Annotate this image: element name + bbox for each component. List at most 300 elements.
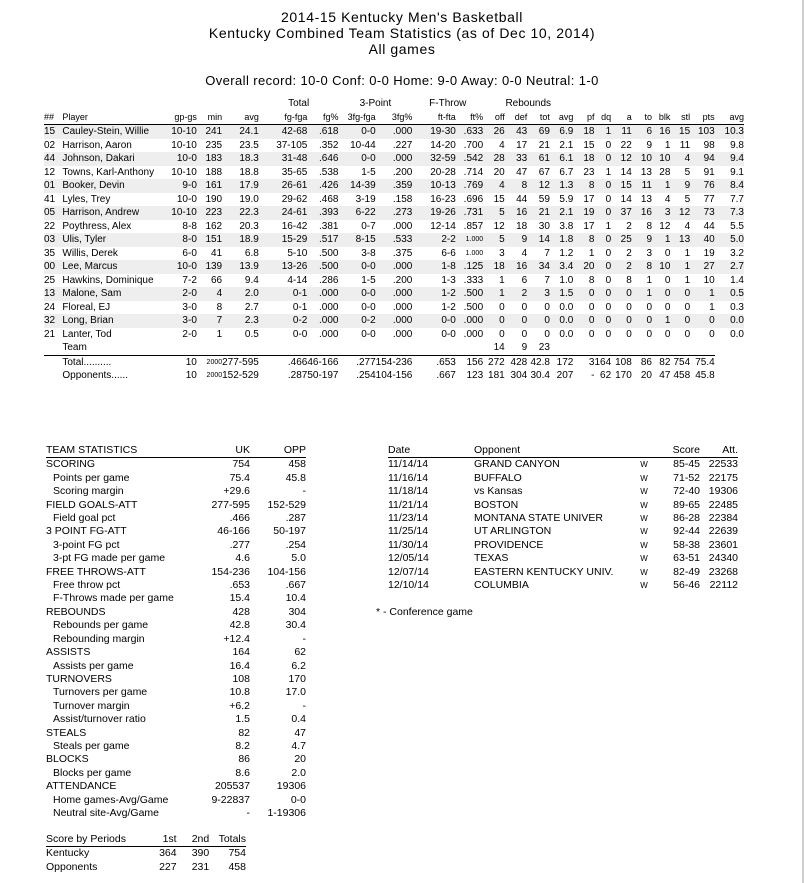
player-cell: 0: [684, 301, 691, 313]
player-cell: 37-105: [276, 139, 308, 151]
col-header: off: [483, 111, 505, 125]
player-cell: 8: [646, 220, 652, 232]
summary-cell: .254: [356, 370, 376, 381]
player-cell: 0-0: [338, 287, 375, 301]
player-cell: 3: [652, 206, 670, 220]
team-stat-row: [46, 485, 306, 498]
player-row: [44, 287, 744, 301]
team-stat-opp: 4.7: [291, 739, 306, 752]
group-total: Total: [288, 98, 310, 109]
team-stat-label: TURNOVERS: [46, 672, 112, 685]
player-cell: 1: [594, 125, 611, 139]
game-attendance: 22175: [708, 471, 738, 484]
player-cell: 10-10: [165, 125, 196, 139]
player-cell: 2.1: [559, 139, 574, 151]
period-cell: 754: [228, 847, 246, 860]
player-cell: 3: [527, 287, 550, 301]
col-header: avg: [550, 111, 573, 125]
player-cell: 18.9: [222, 233, 259, 247]
player-cell: 0: [690, 314, 715, 328]
summary-cell: 104-156: [375, 370, 413, 381]
player-cell: 2: [626, 247, 632, 259]
player-cell: 29-62: [281, 193, 308, 205]
player-cell: 1-5: [361, 166, 376, 178]
player-cell: 26: [483, 125, 505, 139]
player-cell: 2.3: [222, 314, 259, 328]
team-stat-label: REBOUNDS: [46, 605, 106, 618]
player-cell: 188: [205, 166, 223, 178]
player-cell: 1: [664, 139, 671, 151]
player-cell: 59: [538, 193, 550, 205]
game-opponent: GRAND CANYON: [474, 458, 560, 471]
col-header: to: [632, 111, 652, 125]
player-cell: 1.000: [456, 233, 483, 247]
summary-cell: .653: [412, 355, 455, 369]
team-stat-row: [46, 566, 306, 579]
player-cell: 6: [632, 125, 652, 139]
player-cell: 6.1: [550, 152, 573, 166]
summary-cell: 47: [659, 370, 671, 381]
player-cell: 10-13: [412, 179, 455, 193]
column-header-row: [44, 111, 744, 125]
player-cell: 2.7: [244, 301, 259, 313]
player-cell: Lyles, Trey: [62, 193, 111, 205]
player-cell: .000: [376, 260, 413, 274]
team-stat-opp: 62: [294, 646, 306, 659]
player-cell: 2-0: [182, 328, 197, 340]
player-cell: 20-28: [430, 166, 456, 178]
summary-cell: 50-197: [307, 370, 339, 381]
team-stat-uk: .466: [229, 512, 250, 525]
player-cell: 10-0: [165, 260, 196, 274]
player-cell: 0: [626, 328, 632, 340]
player-cell: 8: [588, 274, 595, 286]
totals-heading: Totals: [209, 833, 246, 847]
team-off: 14: [483, 341, 505, 355]
player-cell: Cauley-Stein, Willie: [62, 125, 165, 139]
player-row: [44, 125, 744, 139]
player-cell: 7.7: [730, 193, 744, 205]
player-cell: 19.0: [239, 193, 259, 205]
player-row: [44, 139, 744, 153]
player-cell: 23: [583, 166, 595, 178]
period-cell: 390: [191, 847, 210, 860]
team-stat-opp: 5.0: [291, 552, 306, 565]
team-stat-uk: 164: [232, 646, 250, 659]
team-statistics-table: [46, 444, 306, 820]
col-header: ft-fta: [412, 111, 455, 125]
player-cell: 0-0: [338, 260, 375, 274]
col-header: ##: [44, 111, 62, 125]
team-stat-uk: 75.4: [229, 471, 250, 484]
player-cell: 0.5: [244, 328, 259, 340]
team-stat-uk: 42.8: [229, 619, 250, 632]
player-cell: 00: [44, 260, 62, 274]
team-stat-uk: 46-166: [217, 525, 250, 538]
player-cell: .500: [307, 260, 338, 274]
player-cell: 02: [44, 139, 56, 151]
player-cell: 0: [594, 233, 611, 247]
game-date: 12/05/14: [388, 552, 429, 565]
player-cell: .000: [376, 314, 413, 328]
player-cell: 13: [640, 166, 652, 178]
player-cell: 9: [632, 233, 652, 247]
team-stat-row: [46, 525, 306, 538]
game-opponent: vs Kansas: [474, 485, 523, 498]
summary-cell: 164: [594, 356, 612, 368]
game-result: W: [640, 554, 648, 564]
player-row: [44, 328, 744, 342]
player-cell: Willis, Derek: [62, 247, 118, 259]
summary-cell: 108: [611, 355, 632, 369]
team-stat-opp: 0-0: [290, 793, 306, 806]
player-cell: 6-6: [441, 247, 456, 259]
player-cell: 162: [205, 220, 223, 232]
player-cell: 1: [684, 247, 691, 259]
player-cell: 43: [505, 125, 527, 139]
team-stat-row: [46, 713, 306, 726]
team-stat-row: [46, 579, 306, 592]
game-date: 11/30/14: [388, 538, 429, 551]
player-cell: 0: [611, 314, 632, 328]
player-cell: 10-10: [171, 166, 197, 178]
player-cell: 2.1: [550, 206, 573, 220]
player-cell: 1: [709, 301, 715, 313]
player-cell: 12-14: [430, 220, 456, 232]
team-stat-row: [46, 686, 306, 699]
summary-cell: 10: [185, 370, 197, 381]
player-cell: .158: [392, 193, 413, 205]
team-stat-label: FREE THROWS-ATT: [46, 565, 146, 578]
player-row: [44, 247, 744, 261]
player-cell: 0: [664, 328, 671, 340]
player-cell: 40: [690, 233, 715, 247]
game-row: [388, 552, 738, 565]
game-result: W: [640, 473, 648, 483]
player-cell: 5.5: [730, 220, 744, 232]
game-attendance: 22533: [708, 458, 738, 471]
player-cell: 0-1: [259, 287, 308, 301]
game-result: W: [640, 500, 648, 510]
team-stat-opp: 17.0: [285, 686, 306, 699]
col-header: tot: [527, 111, 550, 125]
summary-cell: 304: [510, 370, 528, 381]
player-cell: 14: [620, 166, 632, 178]
team-stat-uk: 16.4: [229, 659, 250, 672]
player-cell: 73: [690, 206, 715, 220]
player-cell: 0: [505, 314, 527, 328]
player-cell: 66: [211, 274, 223, 286]
player-cell: 2: [505, 287, 527, 301]
team-stat-uk: 8.2: [235, 739, 250, 752]
player-cell: .000: [392, 301, 413, 313]
team-stat-row: [46, 780, 306, 793]
team-stat-label: F-Throws made per game: [53, 592, 174, 605]
col-header: 3fg-fga: [338, 111, 375, 125]
player-cell: 0: [594, 260, 611, 274]
player-cell: 14: [620, 193, 632, 205]
team-stat-uk: 8.6: [235, 766, 250, 779]
player-cell: 9: [670, 179, 690, 193]
game-date: 11/14/14: [388, 458, 429, 471]
summary-cell: 123: [466, 370, 484, 381]
player-cell: 3.8: [559, 220, 574, 232]
player-cell: 0: [709, 328, 715, 340]
summary-cell: 2000: [197, 355, 222, 369]
game-row: [388, 566, 738, 579]
team-stat-label: Free throw pct: [53, 579, 121, 592]
player-cell: 10-10: [165, 206, 196, 220]
player-cell: 6: [521, 274, 528, 286]
player-cell: 151: [197, 233, 222, 247]
player-cell: 1: [690, 287, 715, 301]
player-cell: 25: [44, 274, 56, 286]
player-cell: 94: [690, 152, 715, 166]
team-stat-label: Assists per game: [53, 659, 134, 672]
player-cell: .000: [376, 152, 413, 166]
summary-cell: .466: [259, 355, 308, 369]
game-date: 12/10/14: [388, 579, 429, 592]
player-cell: 11: [632, 179, 652, 193]
player-cell: Long, Brian: [62, 314, 165, 328]
second-half-heading: 2nd: [177, 833, 210, 847]
team-label: Team: [62, 342, 87, 353]
player-row: [44, 193, 744, 207]
period-cell: Opponents: [46, 860, 98, 873]
player-cell: 7: [544, 274, 550, 286]
game-row: [388, 579, 738, 592]
player-cell: .286: [319, 274, 339, 286]
game-row: [388, 539, 738, 552]
game-attendance: 22485: [708, 498, 738, 511]
player-cell: 1: [216, 328, 223, 340]
player-cell: .646: [307, 152, 338, 166]
team-stat-row: [46, 592, 306, 605]
player-cell: 1: [588, 247, 595, 259]
player-cell: 18: [483, 260, 505, 274]
summary-cell: -: [591, 370, 595, 381]
player-cell: 9: [646, 139, 652, 151]
game-opponent: PROVIDENCE: [474, 538, 544, 551]
player-cell: 0: [573, 314, 594, 328]
player-cell: 42-68: [259, 125, 308, 139]
player-cell: 15: [611, 179, 632, 193]
player-cell: 4: [197, 287, 222, 301]
opp-heading: OPP: [250, 444, 306, 458]
player-cell: 3-8: [361, 247, 376, 259]
player-cell: 12: [44, 166, 56, 178]
player-cell: .381: [319, 220, 339, 232]
player-cell: 0: [664, 247, 671, 259]
player-cell: 22: [620, 139, 632, 151]
col-header: 3fg%: [376, 111, 413, 125]
game-score: 58-38: [673, 538, 700, 551]
team-stat-label: STEALS: [46, 726, 87, 739]
player-cell: .393: [307, 206, 338, 220]
conference-note: * - Conference game: [376, 606, 473, 618]
player-cell: 35-65: [281, 166, 308, 178]
player-cell: .538: [319, 166, 339, 178]
team-stat-opp: .254: [285, 538, 306, 551]
player-cell: .000: [376, 125, 413, 139]
player-cell: 0: [670, 314, 690, 328]
group-three-point: 3-Point: [359, 98, 392, 109]
player-cell: 0.5: [715, 287, 744, 301]
player-cell: .000: [392, 328, 413, 340]
team-stat-opp: 19306: [276, 780, 306, 793]
team-stat-row: [46, 727, 306, 740]
player-row: [44, 166, 744, 180]
player-cell: 13: [44, 287, 62, 301]
game-score: 56-46: [673, 579, 700, 592]
team-stat-row: [46, 606, 306, 619]
player-cell: .352: [319, 139, 339, 151]
player-cell: 223: [197, 206, 222, 220]
team-stat-opp: 6.2: [291, 659, 306, 672]
player-cell: Towns, Karl-Anthony: [62, 166, 155, 178]
period-cell: Kentucky: [46, 847, 90, 860]
summary-cell: 156: [456, 355, 483, 369]
player-cell: 8: [626, 274, 632, 286]
player-cell: 30: [538, 220, 550, 232]
team-stat-row: [46, 673, 306, 686]
game-date: 11/25/14: [388, 525, 429, 538]
team-stat-row: [46, 472, 306, 485]
player-cell: Floreal, EJ: [62, 301, 111, 313]
player-cell: .500: [319, 247, 339, 259]
score-by-periods-table: [46, 833, 246, 874]
player-cell: 15: [493, 193, 505, 205]
summary-cell: 10: [165, 355, 196, 369]
player-cell: 18: [573, 125, 594, 139]
player-cell: 0: [588, 301, 595, 313]
player-cell: 10-0: [165, 152, 196, 166]
summary-cell: 82: [652, 355, 670, 369]
player-cell: 19-26: [412, 206, 455, 220]
player-cell: Lee, Marcus: [62, 260, 165, 274]
team-stat-opp: .667: [285, 579, 306, 592]
period-cell: 458: [228, 860, 246, 873]
game-row: [388, 512, 738, 525]
player-cell: .125: [456, 260, 483, 274]
periods-heading: Score by Periods: [46, 833, 140, 847]
player-cell: 8.4: [715, 179, 744, 193]
game-attendance: 23268: [708, 565, 738, 578]
game-date: 11/18/14: [388, 485, 429, 498]
player-cell: 9.1: [730, 166, 744, 178]
player-cell: .714: [463, 166, 484, 178]
summary-cell: 46-166: [307, 356, 339, 368]
player-cell: .500: [456, 287, 483, 301]
summary-cell: 754: [670, 355, 690, 369]
player-cell: 190: [205, 193, 223, 205]
team-stat-uk: 9-22837: [211, 793, 250, 806]
team-stat-label: Rebounds per game: [53, 619, 149, 632]
player-cell: 61: [527, 152, 550, 166]
player-cell: 47: [516, 166, 528, 178]
player-cell: 9: [505, 233, 527, 247]
game-results-table: [388, 444, 738, 592]
col-header: fg-fga: [259, 111, 308, 125]
col-header: blk: [652, 111, 670, 125]
team-stat-uk: 277-595: [211, 498, 250, 511]
team-stat-uk: 4.6: [235, 552, 250, 565]
player-cell: .273: [376, 206, 413, 220]
team-stat-label: ATTENDANCE: [46, 780, 117, 793]
score-heading: Score: [666, 444, 700, 458]
summary-cell: 2000: [206, 372, 223, 379]
player-cell: 3.2: [730, 247, 744, 259]
player-cell: .333: [463, 274, 484, 286]
player-cell: 10: [652, 260, 670, 274]
player-cell: .517: [307, 233, 338, 247]
player-cell: 0: [611, 287, 632, 301]
team-stat-opp: -: [302, 632, 306, 645]
team-stat-uk: .653: [229, 579, 250, 592]
team-stat-label: Scoring margin: [53, 485, 124, 498]
team-stat-label: Blocks per game: [53, 766, 132, 779]
periods-header: [46, 833, 246, 847]
player-cell: 8: [573, 179, 594, 193]
team-stat-row: [46, 552, 306, 565]
player-cell: 8: [505, 179, 527, 193]
game-opponent: MONTANA STATE UNIVER: [474, 512, 603, 525]
player-cell: 8-0: [165, 233, 196, 247]
player-cell: 20.3: [239, 220, 259, 232]
game-opponent: EASTERN KENTUCKY UNIV.: [474, 565, 614, 578]
team-stat-opp: 2.0: [291, 766, 306, 779]
player-cell: 4: [483, 179, 505, 193]
team-tot: 23: [527, 341, 550, 355]
player-cell: .000: [463, 328, 484, 340]
team-stat-opp: 20: [294, 753, 306, 766]
player-cell: Lanter, Tod: [62, 328, 112, 340]
player-cell: 0: [521, 301, 528, 313]
player-cell: 15-29: [259, 233, 308, 247]
player-cell: .533: [376, 233, 413, 247]
player-cell: 2: [626, 220, 632, 232]
player-cell: 05: [44, 206, 62, 220]
player-cell: 14: [527, 233, 550, 247]
player-cell: .700: [463, 139, 484, 151]
player-cell: 0: [605, 301, 612, 313]
team-stat-uk: 1.5: [235, 713, 250, 726]
game-result: W: [640, 487, 648, 497]
team-stat-label: Turnover margin: [53, 699, 130, 712]
player-cell: 10: [703, 274, 715, 286]
team-stats-header: [46, 444, 306, 458]
summary-cell: .667: [436, 370, 456, 381]
summary-cell: 30.4: [530, 370, 550, 381]
game-attendance: 19306: [708, 485, 738, 498]
col-header: fg%: [307, 111, 338, 125]
player-cell: .468: [319, 193, 339, 205]
game-score: 92-44: [673, 525, 700, 538]
player-cell: 12: [527, 179, 550, 193]
game-result: W: [640, 567, 648, 577]
player-cell: 24.1: [222, 125, 259, 139]
player-cell: 0-1: [292, 301, 308, 313]
player-cell: 1: [684, 274, 691, 286]
team-stat-uk: +6.2: [229, 699, 250, 712]
player-cell: 0: [664, 301, 671, 313]
team-stat-uk: 15.4: [229, 592, 250, 605]
summary-cell: 458: [673, 370, 691, 381]
team-stat-label: 3-point FG pct: [53, 538, 120, 551]
player-cell: 8: [632, 260, 652, 274]
game-date: 11/16/14: [388, 471, 429, 484]
player-cell: .000: [319, 328, 339, 340]
